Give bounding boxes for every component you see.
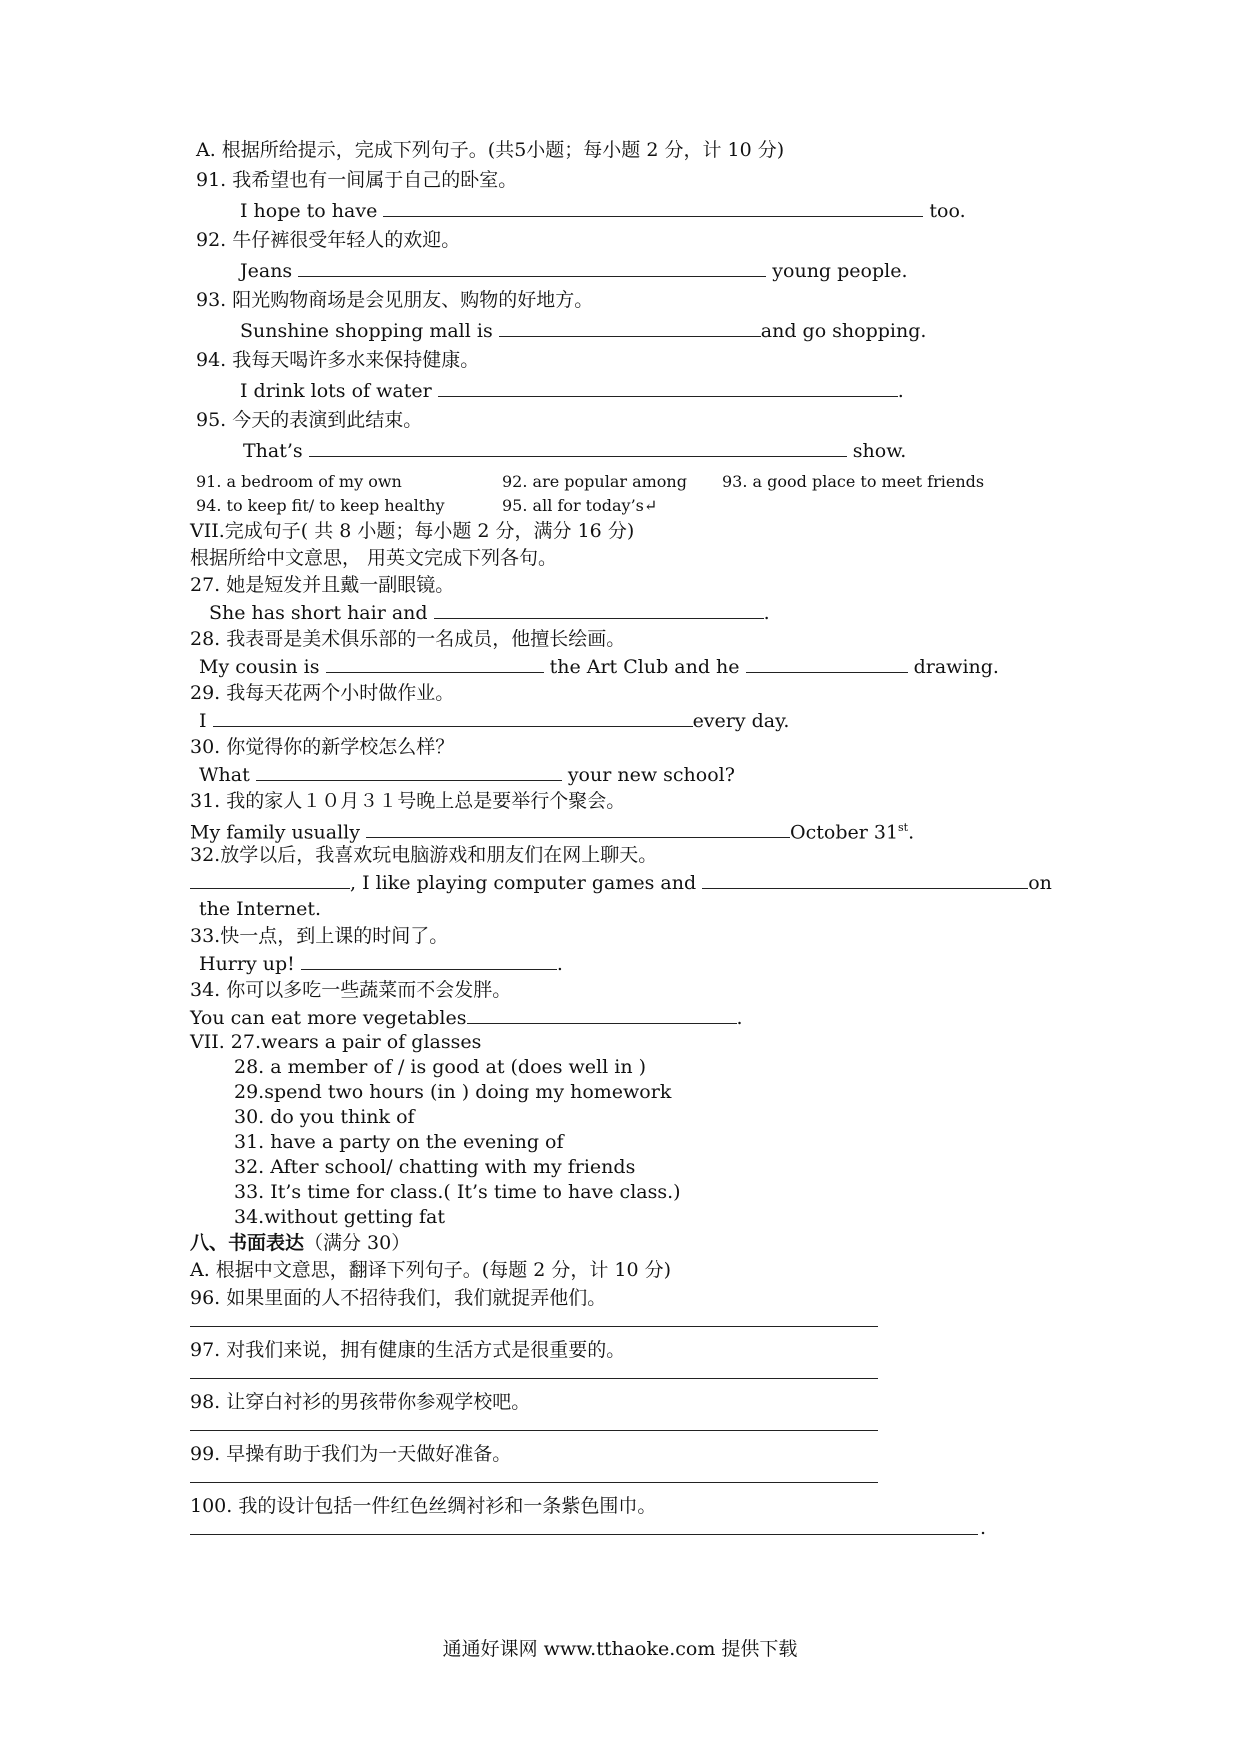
q94-blank[interactable] [438, 378, 898, 397]
q31-english [190, 816, 914, 844]
q92-chinese: 92. 牛仔裤很受年轻人的欢迎。 [196, 229, 461, 251]
q94-chinese: 94. 我每天喝许多水来保持健康。 [196, 349, 480, 371]
q33-blank[interactable] [301, 951, 557, 970]
answer-95: 95. all for today’s↵ [502, 496, 658, 515]
answer-27: VII. 27.wears a pair of glasses [190, 1031, 482, 1053]
q31-prefix: My family usually [190, 821, 360, 844]
q91-blank[interactable] [383, 198, 923, 217]
q94-suffix: . [897, 380, 904, 402]
q27-english [209, 600, 770, 625]
q92-english [240, 258, 908, 283]
q34-blank[interactable] [467, 1005, 737, 1024]
answer-31: 31. have a party on the evening of [234, 1131, 564, 1153]
q91-english [240, 198, 966, 223]
q92-prefix: Jeans [240, 260, 293, 282]
q28-blank-2[interactable] [746, 654, 908, 673]
section-7-header: VII.完成句子( 共 8 小题；每小题 2 分，满分 16 分) [190, 520, 635, 542]
q28-mid: the Art Club and he [549, 656, 740, 678]
q30-suffix: your new school? [567, 764, 735, 786]
q30-prefix: What [199, 764, 250, 786]
q31-blank[interactable] [366, 819, 790, 838]
q94-english [240, 378, 904, 403]
q92-blank[interactable] [298, 258, 766, 277]
answer-28: 28. a member of / is good at (does well in ) [234, 1056, 647, 1078]
q32-english [190, 870, 1052, 895]
q94-prefix: I drink lots of water [240, 380, 432, 402]
q33-prefix: Hurry up! [199, 953, 295, 975]
q95-prefix: That’s [243, 440, 303, 462]
answer-93: 93. a good place to meet friends [722, 472, 985, 491]
footer-credit: 通通好课网 www.tthaoke.com 提供下载 [442, 1638, 798, 1660]
section-8-instructions: A. 根据中文意思，翻译下列句子。(每题 2 分，计 10 分) [190, 1259, 672, 1281]
q34-english [190, 1005, 743, 1030]
answer-33: 33. It’s time for class.( It’s time to have class.) [234, 1181, 681, 1203]
q27-prefix: She has short hair and [209, 602, 428, 624]
q99-answer-line[interactable] [190, 1482, 878, 1483]
q93-prefix: Sunshine shopping mall is [240, 320, 493, 342]
q29-english [199, 708, 789, 733]
q92-suffix: young people. [772, 260, 908, 282]
q31-suffix: October 31 [790, 821, 899, 844]
q29-suffix: every day. [692, 710, 790, 732]
q32-line2: the Internet. [199, 898, 322, 920]
q100-end: . [980, 1517, 987, 1539]
q97-answer-line[interactable] [190, 1378, 878, 1379]
answer-30: 30. do you think of [234, 1106, 415, 1128]
q31-chinese: 31. 我的家人１０月３１号晚上总是要举行个聚会。 [190, 790, 626, 812]
q100-answer-line[interactable] [190, 1534, 978, 1535]
answer-91: 91. a bedroom of my own [196, 472, 402, 491]
q28-suffix: drawing. [913, 656, 999, 678]
q27-suffix: . [763, 602, 770, 624]
section-8-score: （满分 30） [304, 1232, 411, 1254]
answer-32: 32. After school/ chatting with my friends [234, 1156, 636, 1178]
q98-answer-line[interactable] [190, 1430, 878, 1431]
q95-english [243, 438, 906, 463]
q29-prefix: I [199, 710, 207, 732]
q95-blank[interactable] [309, 438, 847, 457]
q32-blank-2[interactable] [702, 870, 1028, 889]
q95-chinese: 95. 今天的表演到此结束。 [196, 409, 423, 431]
q34-suffix: . [736, 1007, 743, 1029]
section-a-header: A. 根据所给提示，完成下列句子。(共5小题；每小题 2 分，计 10 分) [196, 139, 785, 161]
q28-blank-1[interactable] [326, 654, 544, 673]
q95-suffix: show. [852, 440, 907, 462]
q96-answer-line[interactable] [190, 1326, 878, 1327]
q28-prefix: My cousin is [199, 656, 320, 678]
answer-34: 34.without getting fat [234, 1206, 445, 1228]
q32-suffix: on [1028, 872, 1052, 894]
q34-chinese: 34. 你可以多吃一些蔬菜而不会发胖。 [190, 979, 512, 1001]
q98-chinese: 98. 让穿白衬衫的男孩带你参观学校吧。 [190, 1391, 531, 1413]
answer-29: 29.spend two hours (in ) doing my homework [234, 1081, 672, 1103]
q34-prefix: You can eat more vegetables [190, 1007, 467, 1029]
q93-blank[interactable] [499, 318, 761, 337]
q32-chinese: 32.放学以后，我喜欢玩电脑游戏和朋友们在网上聊天。 [190, 844, 658, 866]
q100-chinese: 100. 我的设计包括一件红色丝绸衬衫和一条紫色围巾。 [190, 1495, 657, 1517]
q96-chinese: 96. 如果里面的人不招待我们，我们就捉弄他们。 [190, 1287, 607, 1309]
q28-chinese: 28. 我表哥是美术俱乐部的一名成员，他擅长绘画。 [190, 628, 626, 650]
q31-ordinal: st [898, 821, 909, 834]
q27-chinese: 27. 她是短发并且戴一副眼镜。 [190, 574, 455, 596]
q91-prefix: I hope to have [240, 200, 378, 222]
section-8-title: 八、书面表达 [190, 1232, 305, 1254]
q31-end: . [908, 821, 915, 844]
q30-english [199, 762, 735, 787]
q32-blank-1[interactable] [190, 870, 350, 889]
q33-chinese: 33.快一点，到上课的时间了。 [190, 925, 449, 947]
q30-chinese: 30. 你觉得你的新学校怎么样？ [190, 736, 455, 758]
q29-blank[interactable] [213, 708, 693, 727]
section-7-instructions: 根据所给中文意思， 用英文完成下列各句。 [190, 547, 558, 569]
q91-chinese: 91. 我希望也有一间属于自己的卧室。 [196, 169, 518, 191]
q30-blank[interactable] [256, 762, 562, 781]
q33-suffix: . [556, 953, 563, 975]
section-8-header [190, 1231, 410, 1255]
q93-chinese: 93. 阳光购物商场是会见朋友、购物的好地方。 [196, 289, 594, 311]
answer-92: 92. are popular among [502, 472, 687, 491]
q93-suffix: and go shopping. [760, 320, 927, 342]
q27-blank[interactable] [434, 600, 764, 619]
answer-94: 94. to keep fit/ to keep healthy [196, 496, 445, 515]
q97-chinese: 97. 对我们来说，拥有健康的生活方式是很重要的。 [190, 1339, 626, 1361]
q33-english [199, 951, 563, 976]
q32-mid: , I like playing computer games and [350, 872, 697, 894]
q99-chinese: 99. 早操有助于我们为一天做好准备。 [190, 1443, 512, 1465]
q28-english [199, 654, 999, 679]
q29-chinese: 29. 我每天花两个小时做作业。 [190, 682, 455, 704]
q93-english [240, 318, 926, 343]
q91-suffix: too. [929, 200, 966, 222]
